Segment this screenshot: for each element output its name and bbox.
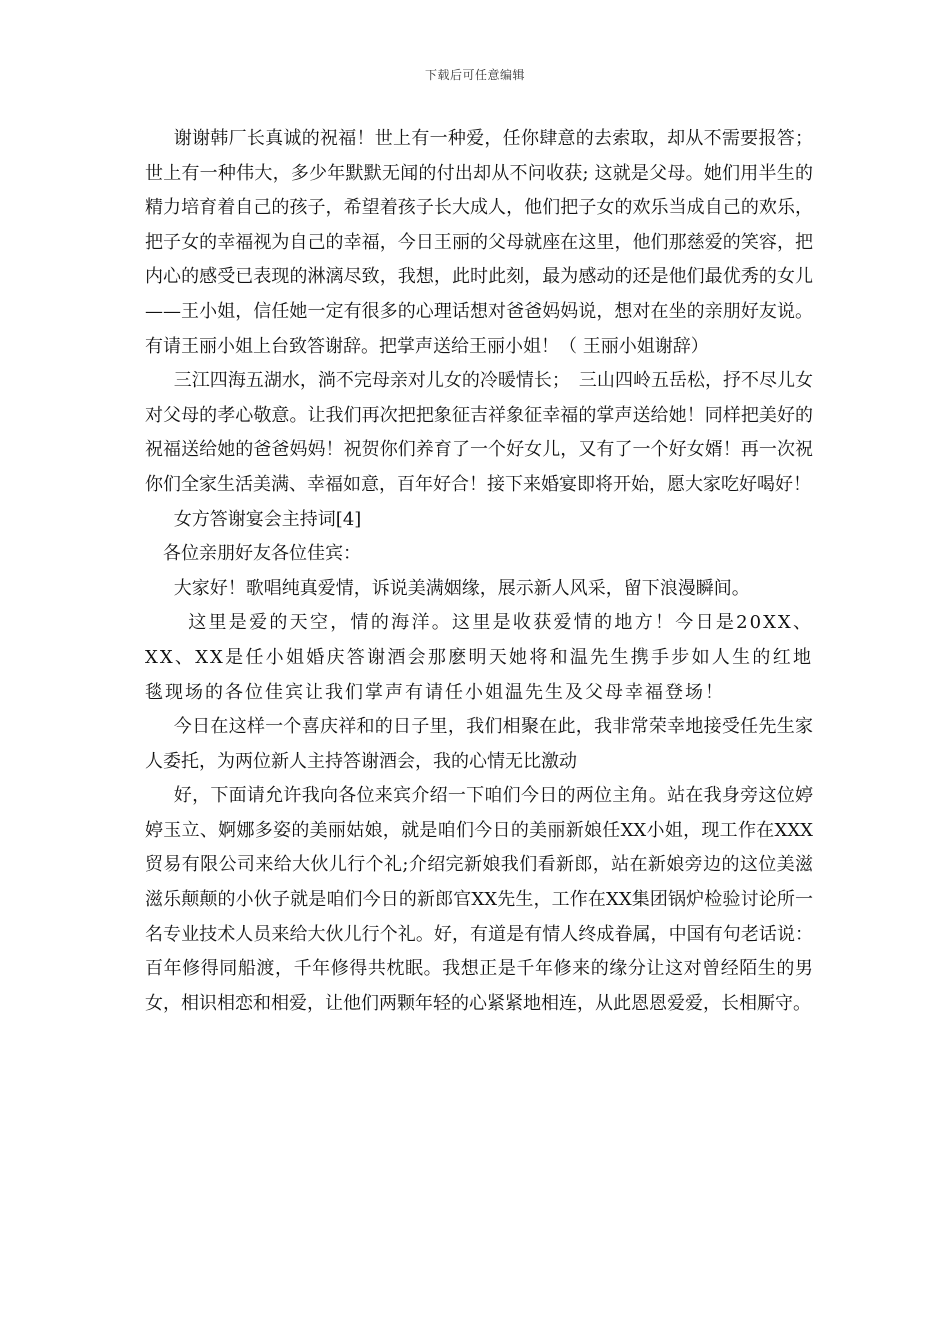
paragraph: 好，下面请允许我向各位来宾介绍一下咱们今日的两位主角。站在我身旁这位婷婷玉立、婀娜多姿的美丽姑娘，就是咱们今日的美丽新娘任XX小姐，现工作在XXX贸易有限公司来给大伙儿行个礼;介绍完新娘我们看新郎，站在新娘旁边的这位美滋滋乐颠颠的小伙子就是咱们今日的新郎官XX先生，工作在XX集团锅炉检验讨论所一名专业技术人员来给大伙儿行个礼。好，有道是有情人终成眷属，中国有句老话说：百年修得同船渡，千年修得共枕眠。我想正是千年修来的缘分让这对曾经陌生的男女，相识相恋和相爱，让他们两颗年轻的心紧紧地相连，从此恩恩爱爱，长相厮守。 <box>145 785 813 1014</box>
paragraph: 今日在这样一个喜庆祥和的日子里，我们相聚在此，我非常荣幸地接受任先生家人委托，为两位新人主持答谢酒会，我的心情无比激动 <box>145 716 813 772</box>
page-header: 下载后可任意编辑 <box>424 68 525 82</box>
paragraph: 这里是爱的天空，情的海洋。这里是收获爱情的地方！今日是20XX、XX、XX是任小姐婚庆答谢酒会那麽明天她将和温先生携手步如人生的红地毯现场的各位佳宾让我们掌声有请任小姐温先生及父母幸福登场！ <box>145 612 813 703</box>
paragraph: 大家好！歌唱纯真爱情，诉说美满姻缘，展示新人风采，留下浪漫瞬间。 <box>173 577 750 599</box>
paragraph: 三江四海五湖水，淌不完母亲对儿女的冷暖情长； 三山四岭五岳松，抒不尽儿女对父母的孝心敬意。让我们再次把把象征吉祥象征幸福的掌声送给她！同样把美好的祝福送给她的爸爸妈妈！祝贺你们养育了一个好女儿，又有了一个好女婿！再一次祝你们全家生活美满、幸福如意，百年好合！接下来婚宴即将开始，愿大家吃好喝好！ <box>145 370 813 495</box>
section-title: 女方答谢宴会主持词[4] <box>173 508 362 530</box>
paragraph: 谢谢韩厂长真诚的祝福！世上有一种爱，任你肆意的去索取，却从不需要报答；世上有一种伟大，多少年默默无闻的付出却从不问收获; 这就是父母。她们用半生的精力培育着自己的孩子，希望着孩子长大成人，他们把子女的欢乐当成自己的欢乐，把子女的幸福视为自己的幸福，今日王丽的父母就座在这里，他们那慈爱的笑容，把内心的感受已表现的淋漓尽致，我想，此时此刻，最为感动的还是他们最优秀的女儿——王小姐，信任她一定有很多的心理话想对爸爸妈妈说，想对在坐的亲朋好友说。有请王丽小姐上台致答谢辞。把掌声送给王丽小姐！（ 王丽小姐谢辞） <box>145 128 813 357</box>
salutation: 各位亲朋好友各位佳宾： <box>163 543 361 565</box>
document-body <box>145 122 813 1021</box>
